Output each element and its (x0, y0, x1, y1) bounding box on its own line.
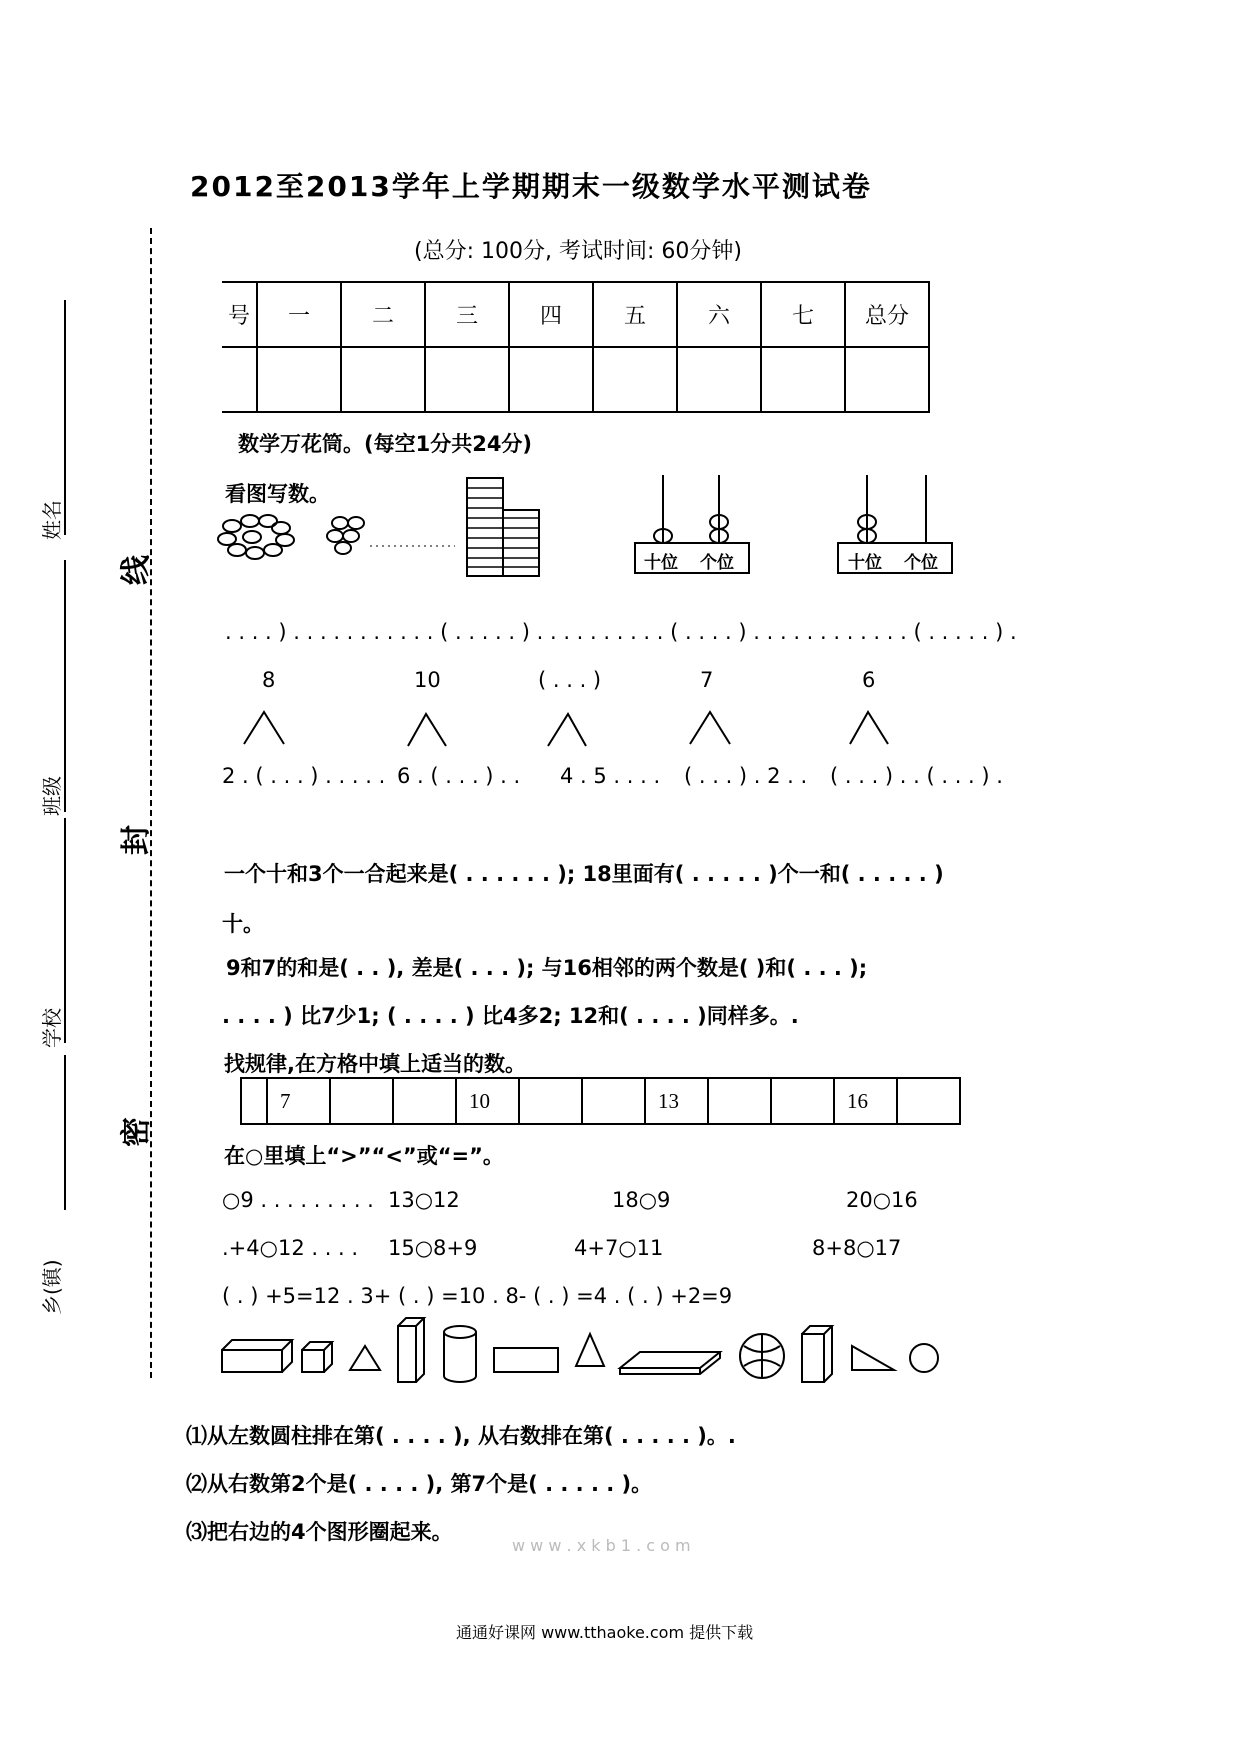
section-heading: 数学万花筒。(每空1分共24分) (238, 432, 533, 456)
underline-name (64, 300, 66, 535)
tree-answer-row[interactable]: ( . . . ) . 2 . . (684, 764, 808, 788)
sequence-cell: 16 (834, 1078, 897, 1124)
sequence-cell: 10 (456, 1078, 519, 1124)
score-cell[interactable] (677, 347, 761, 412)
sequence-cell[interactable] (241, 1078, 267, 1124)
score-header: 七 (761, 282, 845, 347)
sequence-cell: 13 (645, 1078, 708, 1124)
subtitle: (总分: 100分, 考试时间: 60分钟) (414, 239, 742, 264)
label-town: 乡(镇) (40, 1259, 64, 1315)
tree-answer-row[interactable]: 4 . 5 . . . . (560, 764, 661, 788)
sequence-cell: 7 (267, 1078, 330, 1124)
score-header: 六 (677, 282, 761, 347)
question-4-line1[interactable]: 9和7的和是( . . ), 差是( . . . ); 与16相邻的两个数是( )和( . . . ); (226, 956, 868, 980)
compare-item[interactable]: 15○8+9 (388, 1236, 478, 1260)
sequence-grid (240, 1077, 961, 1125)
tree-answer-row[interactable]: 2 . ( . . . ) . . . . . (222, 764, 386, 788)
sequence-cell[interactable] (771, 1078, 834, 1124)
score-cell[interactable] (425, 347, 509, 412)
label-name: 姓名 (40, 500, 64, 540)
tree-top: 7 (700, 668, 714, 692)
score-header: 二 (341, 282, 425, 347)
compare-item[interactable]: ○9 . . . . . . . . . (222, 1188, 374, 1212)
question-3-line2: 十。 (222, 912, 264, 936)
compare-item[interactable]: .+4○12 . . . . (222, 1236, 359, 1260)
question-4-line2[interactable]: . . . . ) 比7少1; ( . . . . ) 比4多2; 12和( . . . . )同样多。. (222, 1004, 799, 1028)
oval-group-5 (327, 517, 364, 554)
flat-prism-icon (620, 1352, 720, 1374)
cone-icon (576, 1334, 604, 1366)
shape-question-3: ⑶把右边的4个图形圈起来。 (186, 1520, 453, 1544)
shapes-row (220, 1310, 950, 1390)
cylinder-icon (444, 1326, 476, 1382)
circle-icon (910, 1344, 938, 1372)
question-3-line1[interactable]: 一个十和3个一合起来是( . . . . . . ); 18里面有( . . . . . )个一和( . . . . . ) (224, 862, 944, 886)
score-header: 四 (509, 282, 593, 347)
sequence-cell[interactable] (897, 1078, 960, 1124)
tree-top: 10 (414, 668, 441, 692)
cube-icon (302, 1342, 332, 1372)
abacus-label-ones: 个位 (700, 553, 734, 573)
tree-top: 8 (262, 668, 276, 692)
score-cell[interactable] (509, 347, 593, 412)
sequence-cell[interactable] (582, 1078, 645, 1124)
q1-title: 看图写数。 (225, 482, 330, 506)
compare-item[interactable]: 13○12 (388, 1188, 460, 1212)
cuboid-icon (222, 1340, 292, 1372)
picture-answer-blanks[interactable]: . . . . ) . . . . . . . . . . . ( . . . . . ) . . . . . . . . . . ( . . . . ) . . . . . . . . . . . . ( . . . . . ) . (225, 620, 1017, 644)
score-cell[interactable] (761, 347, 845, 412)
score-cell[interactable] (257, 347, 341, 412)
score-header: 五 (593, 282, 677, 347)
seal-secret-char: 密 (119, 1117, 154, 1147)
abacus-label-ones: 个位 (904, 553, 938, 573)
sequence-cell[interactable] (519, 1078, 582, 1124)
watermark: w w w . x k b 1 . c o m (512, 1536, 691, 1555)
tall-prism-icon (398, 1318, 424, 1382)
sequence-cell[interactable] (330, 1078, 393, 1124)
question-5-title: 找规律,在方格中填上适当的数。 (224, 1052, 526, 1076)
score-header: 三 (425, 282, 509, 347)
tree-answer-row[interactable]: ( . . . ) . . ( . . . ) . (830, 764, 1003, 788)
right-triangle-icon (852, 1346, 894, 1370)
footer-text: 通通好课网 www.tthaoke.com 提供下载 (456, 1623, 754, 1642)
count-pictures (215, 470, 955, 590)
abacus-label-tens: 十位 (644, 553, 678, 573)
compare-item[interactable]: 8+8○17 (812, 1236, 902, 1260)
ball-icon (740, 1334, 784, 1378)
underline-school (64, 818, 66, 1043)
score-table (222, 281, 930, 413)
score-cell[interactable] (222, 347, 257, 412)
tree-top: 6 (862, 668, 876, 692)
compare-item[interactable]: 20○16 (846, 1188, 918, 1212)
rectangle-icon (494, 1348, 558, 1372)
compare-item[interactable]: 4+7○11 (574, 1236, 664, 1260)
seal-seal-char: 封 (119, 825, 154, 855)
tree-top: ( . . . ) (538, 668, 602, 692)
fill-in-equations[interactable]: ( . ) +5=12 . 3+ ( . ) =10 . 8- ( . ) =4 . ( . ) +2=9 (222, 1284, 733, 1308)
score-cell[interactable] (341, 347, 425, 412)
tall-cuboid-icon (802, 1326, 832, 1382)
score-header: 总分 (845, 282, 929, 347)
question-6-title: 在○里填上“>”“<”或“=”。 (224, 1144, 504, 1168)
oval-group-10 (218, 515, 294, 559)
label-school: 学校 (40, 1008, 64, 1048)
score-header: 号 (222, 282, 257, 347)
shape-question-2[interactable]: ⑵从右数第2个是( . . . . ), 第7个是( . . . . . )。 (186, 1472, 653, 1496)
page-title: 2012至2013学年上学期期末一级数学水平测试卷 (190, 170, 872, 203)
sequence-cell[interactable] (393, 1078, 456, 1124)
seal-line-char: 线 (119, 555, 154, 585)
tree-branches (240, 708, 920, 758)
underline-town (64, 1055, 66, 1210)
score-cell[interactable] (593, 347, 677, 412)
score-header: 一 (257, 282, 341, 347)
abacus-label-tens: 十位 (848, 553, 882, 573)
label-class: 班级 (40, 776, 64, 816)
underline-class (64, 560, 66, 812)
score-cell[interactable] (845, 347, 929, 412)
tree-answer-row[interactable]: 6 . ( . . . ) . . (397, 764, 521, 788)
sequence-cell[interactable] (708, 1078, 771, 1124)
triangle-icon (350, 1346, 380, 1370)
binding-dashed-line (150, 228, 152, 1378)
bar-blocks (467, 478, 539, 576)
shape-question-1[interactable]: ⑴从左数圆柱排在第( . . . . ), 从右数排在第( . . . . . )。. (186, 1424, 736, 1448)
compare-item[interactable]: 18○9 (612, 1188, 671, 1212)
